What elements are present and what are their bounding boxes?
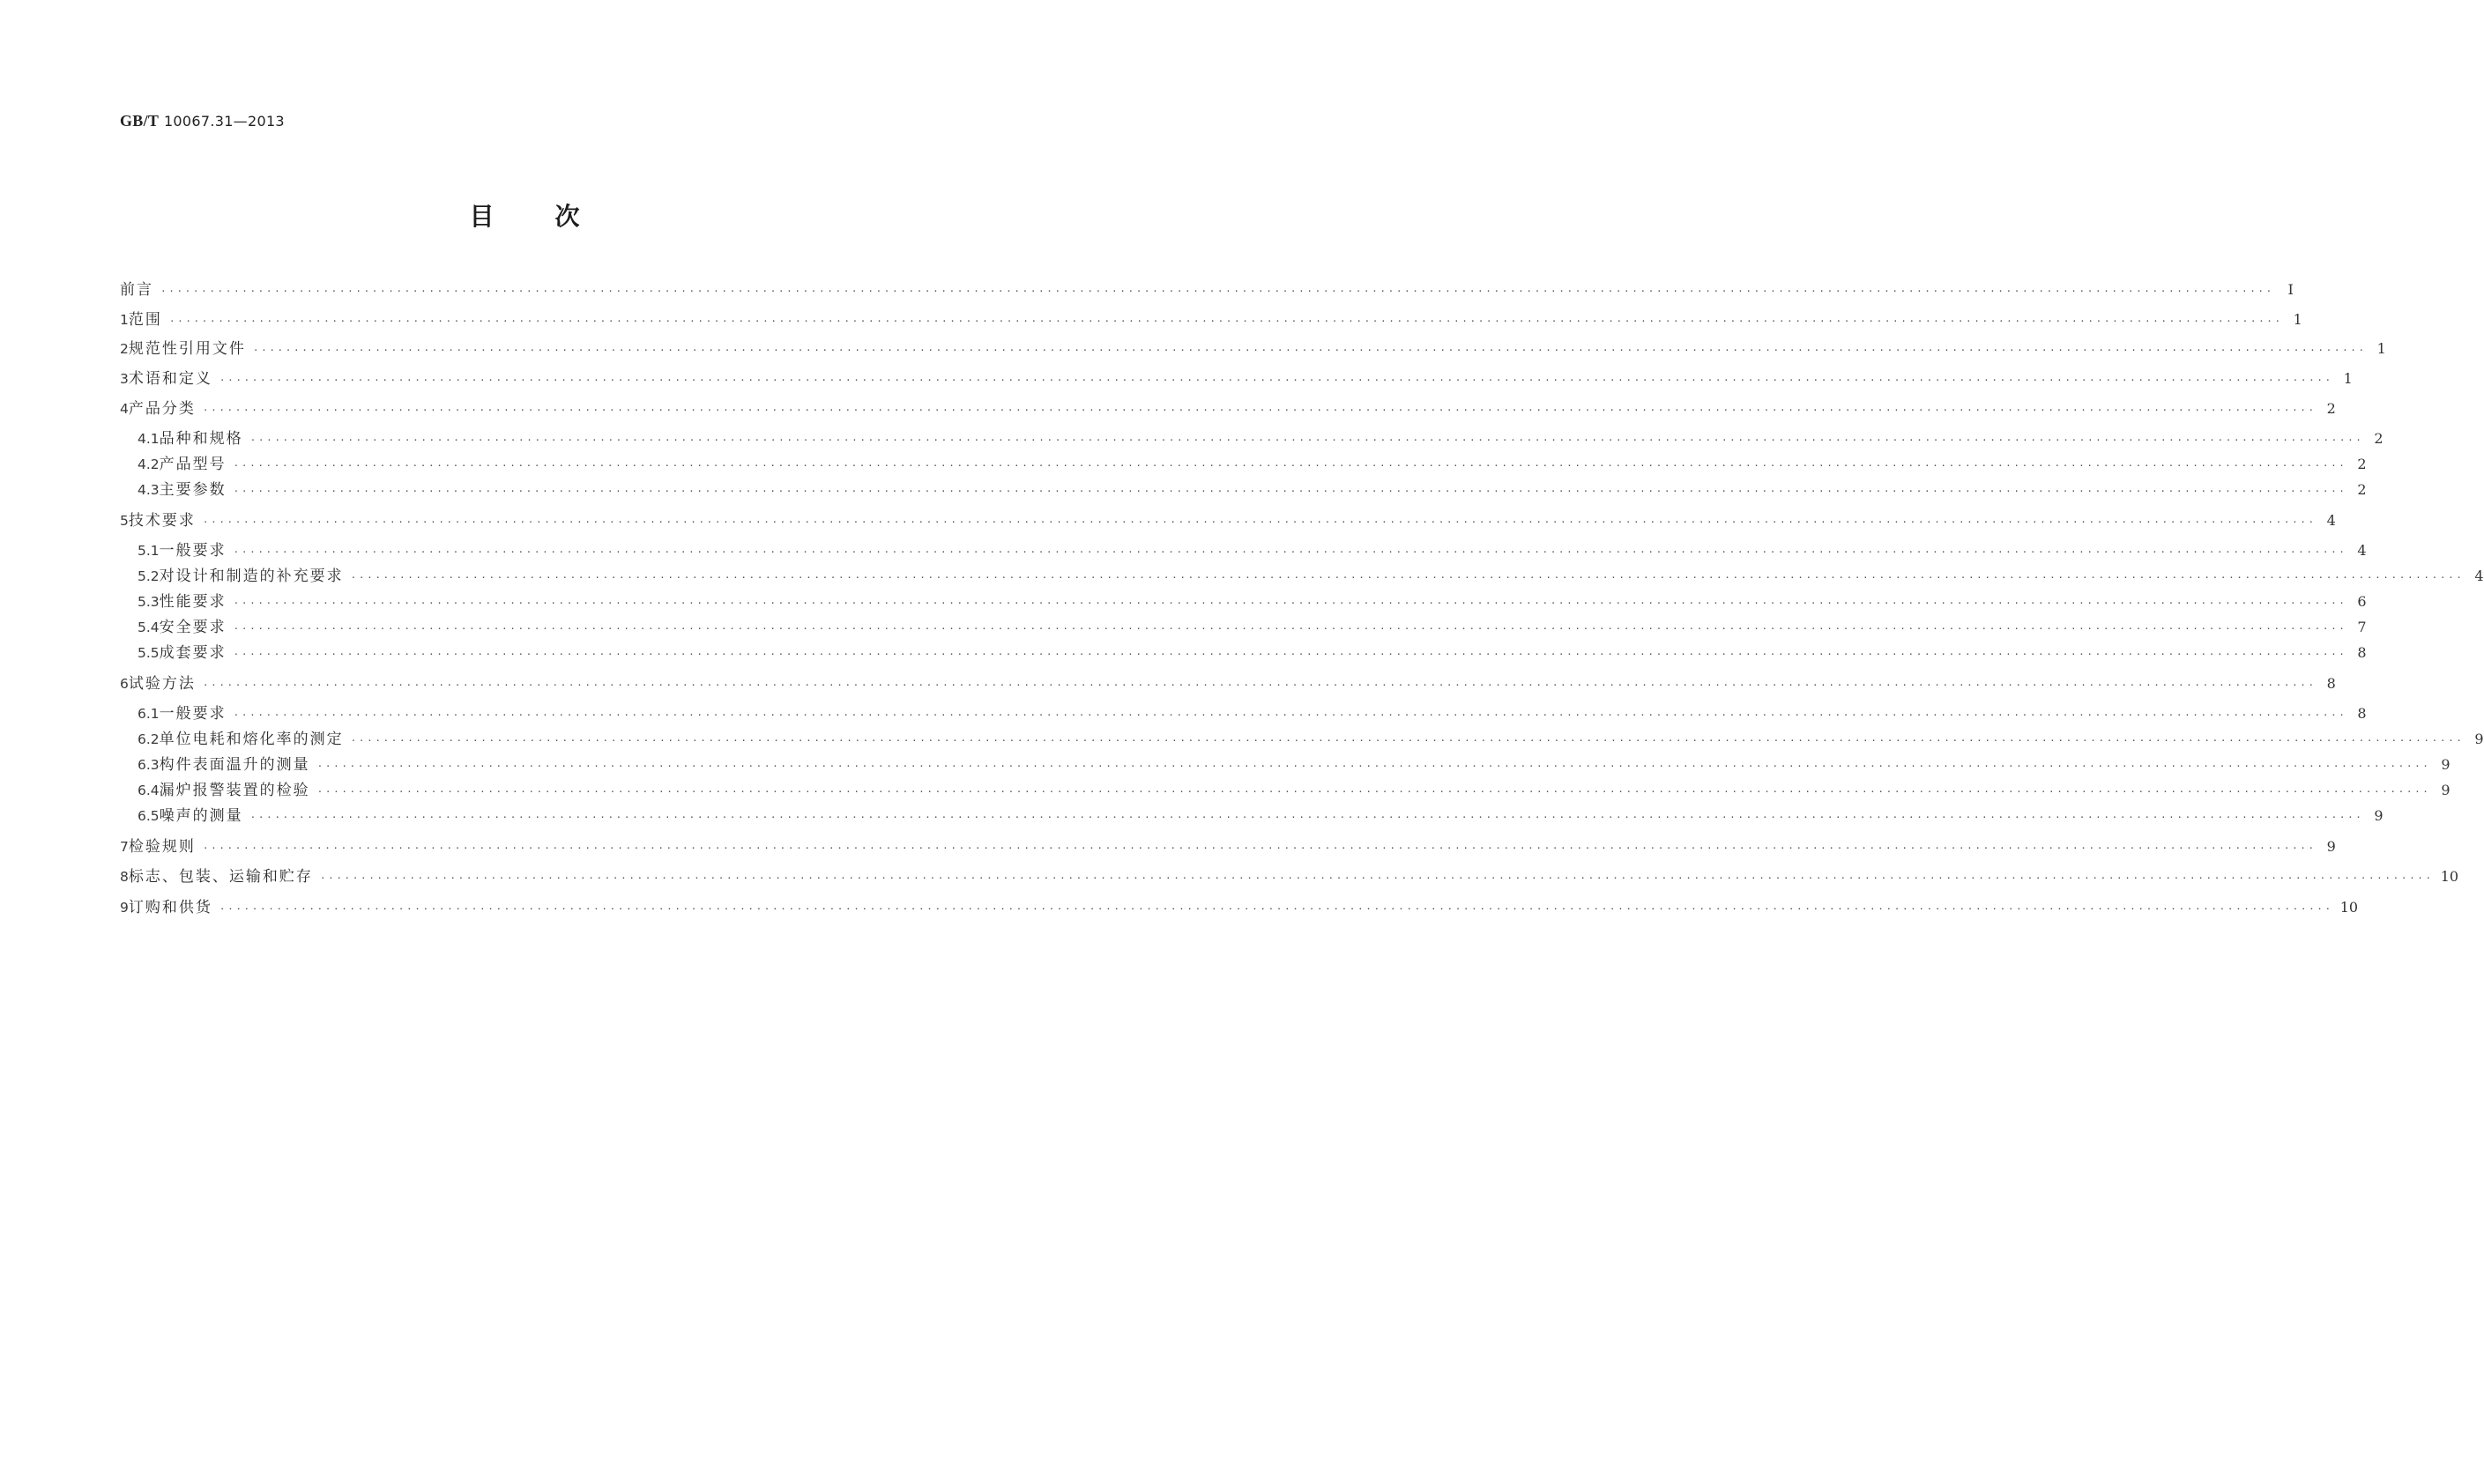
toc-entry[interactable] bbox=[120, 673, 2336, 694]
toc-entry-label: 产品型号 bbox=[159, 456, 227, 473]
toc-entry-page: 2 bbox=[2326, 400, 2336, 417]
toc-dot-leader: ···································································································································································································································································· bbox=[202, 842, 2317, 854]
toc-entry[interactable] bbox=[120, 866, 2459, 887]
toc-entry-page: 8 bbox=[2326, 675, 2336, 692]
toc-entry-page: 7 bbox=[2357, 619, 2367, 635]
toc-dot-leader: ···································································································································································································································································· bbox=[249, 812, 2364, 823]
toc-entry-label: 范围 bbox=[128, 311, 162, 329]
toc-entry-page: 10 bbox=[2440, 868, 2459, 885]
toc-entry-page: 9 bbox=[2441, 756, 2451, 773]
toc-entry-page: 2 bbox=[2374, 430, 2384, 447]
toc-entry-number: 6.5 bbox=[138, 808, 160, 824]
toc-entry-label: 成套要求 bbox=[159, 644, 227, 662]
toc-entry-label: 前言 bbox=[120, 281, 153, 299]
toc-entry-number: 1 bbox=[120, 312, 129, 328]
toc-dot-leader: ···································································································································································································································································· bbox=[319, 872, 2434, 884]
toc-entry-label: 安全要求 bbox=[159, 619, 227, 636]
toc-entry[interactable] bbox=[120, 566, 2484, 587]
toc-dot-leader: ···································································································································································································································································· bbox=[350, 572, 2465, 583]
toc-entry-label: 性能要求 bbox=[159, 593, 227, 611]
toc-dot-leader: ···································································································································································································································································· bbox=[316, 786, 2431, 798]
toc-entry[interactable] bbox=[120, 338, 2386, 360]
toc-entry-page: Ⅰ bbox=[2287, 281, 2294, 298]
toc-entry-number: 2 bbox=[120, 341, 129, 357]
toc-entry-page: 1 bbox=[2376, 340, 2386, 357]
toc-entry-label: 对设计和制造的补充要求 bbox=[159, 568, 344, 585]
toc-entry-number: 9 bbox=[120, 900, 129, 916]
toc-entry[interactable] bbox=[120, 279, 2294, 301]
toc-entry-page: 9 bbox=[2374, 807, 2384, 824]
toc-dot-leader: ···································································································································································································································································· bbox=[233, 597, 2347, 609]
toc-dot-leader: ···································································································································································································································································· bbox=[233, 486, 2347, 497]
toc-entry[interactable] bbox=[120, 479, 2367, 501]
toc-entry-number: 8 bbox=[120, 869, 129, 885]
toc-entry-page: 4 bbox=[2357, 542, 2367, 559]
toc-entry-number: 6.1 bbox=[138, 706, 160, 722]
toc-entry-label: 漏炉报警装置的检验 bbox=[159, 782, 310, 799]
toc-entry-label: 一般要求 bbox=[159, 705, 227, 723]
toc-entry-number: 4 bbox=[120, 401, 129, 417]
toc-entry[interactable] bbox=[120, 309, 2302, 330]
toc-entry[interactable] bbox=[120, 703, 2367, 724]
toc-entry[interactable] bbox=[120, 897, 2359, 918]
toc-entry-page: 10 bbox=[2339, 899, 2359, 916]
toc-entry[interactable] bbox=[120, 642, 2367, 664]
page-title bbox=[0, 197, 1050, 233]
toc-entry-number: 5 bbox=[120, 513, 129, 529]
toc-entry-label: 单位电耗和熔化率的测定 bbox=[159, 731, 344, 748]
toc-dot-leader: ···································································································································································································································································· bbox=[233, 460, 2347, 471]
toc-entry[interactable] bbox=[120, 368, 2353, 390]
toc-entry[interactable] bbox=[120, 729, 2484, 750]
toc-entry-number: 6 bbox=[120, 676, 129, 692]
toc-dot-leader: ···································································································································································································································································· bbox=[168, 315, 2283, 327]
toc-dot-leader: ···································································································································································································································································· bbox=[350, 735, 2465, 746]
toc-dot-leader: ···································································································································································································································································· bbox=[233, 709, 2347, 721]
toc-dot-leader: ···································································································································································································································································· bbox=[316, 761, 2431, 772]
toc-entry[interactable] bbox=[120, 398, 2336, 419]
page-title-char-2: 次 bbox=[554, 202, 581, 231]
toc-entry-label: 品种和规格 bbox=[159, 430, 243, 448]
toc-entry-label: 技术要求 bbox=[128, 512, 196, 530]
toc-dot-leader: ···································································································································································································································································· bbox=[202, 679, 2317, 691]
toc-entry-label: 规范性引用文件 bbox=[128, 340, 246, 358]
toc-entry-number: 4.3 bbox=[138, 482, 160, 498]
toc-entry-number: 4.2 bbox=[138, 456, 160, 472]
toc-entry-label: 标志、包装、运输和贮存 bbox=[128, 868, 313, 886]
toc-dot-leader: ···································································································································································································································································· bbox=[219, 903, 2333, 915]
toc-entry-number: 5.4 bbox=[138, 620, 160, 635]
toc-entry-label: 主要参数 bbox=[159, 481, 227, 499]
standard-code bbox=[120, 112, 285, 130]
toc-entry-label: 产品分类 bbox=[128, 400, 196, 418]
toc-entry-page: 9 bbox=[2441, 782, 2451, 798]
toc-entry-label: 术语和定义 bbox=[128, 370, 212, 388]
toc-entry-number: 6.2 bbox=[138, 731, 160, 747]
toc-dot-leader: ···································································································································································································································································· bbox=[249, 434, 2364, 446]
toc-entry-number: 5.3 bbox=[138, 594, 160, 610]
toc-entry-number: 6.3 bbox=[138, 757, 160, 773]
toc-entry-page: 9 bbox=[2474, 731, 2484, 747]
toc-entry-number: 5.5 bbox=[138, 645, 160, 661]
toc-entry-page: 4 bbox=[2474, 568, 2484, 584]
toc-entry[interactable] bbox=[120, 540, 2367, 561]
toc-entry[interactable] bbox=[120, 754, 2451, 775]
toc-entry[interactable] bbox=[120, 805, 2384, 827]
toc-entry-number: 7 bbox=[120, 839, 129, 855]
toc-entry-page: 2 bbox=[2357, 456, 2367, 472]
toc-entry-number: 5.1 bbox=[138, 543, 160, 559]
toc-entry-page: 2 bbox=[2357, 481, 2367, 498]
toc-entry[interactable] bbox=[120, 836, 2336, 857]
toc-entry[interactable] bbox=[120, 454, 2367, 475]
toc-dot-leader: ···································································································································································································································································· bbox=[202, 516, 2317, 528]
toc-entry-number: 4.1 bbox=[138, 431, 160, 447]
toc-entry-page: 1 bbox=[2293, 311, 2302, 328]
toc-dot-leader: ···································································································································································································································································· bbox=[219, 375, 2333, 386]
toc-entry-page: 8 bbox=[2357, 705, 2367, 722]
toc-entry-label: 订购和供货 bbox=[128, 899, 212, 916]
toc-dot-leader: ···································································································································································································································································· bbox=[233, 649, 2347, 660]
toc-dot-leader: ···································································································································································································································································· bbox=[233, 546, 2347, 558]
toc-dot-leader: ···································································································································································································································································· bbox=[233, 623, 2347, 634]
toc-entry-page: 9 bbox=[2326, 838, 2336, 855]
toc-entry[interactable] bbox=[120, 617, 2367, 638]
toc-entry-number: 3 bbox=[120, 371, 129, 387]
toc-entry-number: 5.2 bbox=[138, 568, 160, 584]
toc-entry-label: 试验方法 bbox=[128, 675, 196, 693]
standard-prefix: GB/T bbox=[120, 112, 160, 130]
toc-entry[interactable] bbox=[120, 428, 2384, 449]
toc-entry-page: 8 bbox=[2357, 644, 2367, 661]
toc-entry[interactable] bbox=[120, 780, 2451, 801]
toc-entry-page: 6 bbox=[2357, 593, 2367, 610]
toc-entry-page: 1 bbox=[2343, 370, 2353, 387]
toc-dot-leader: ···································································································································································································································································· bbox=[252, 345, 2367, 356]
toc-entry[interactable] bbox=[120, 510, 2336, 531]
toc-entry-label: 检验规则 bbox=[128, 838, 196, 856]
toc-entry[interactable] bbox=[120, 591, 2367, 612]
toc-entry-number: 6.4 bbox=[138, 783, 160, 798]
toc-dot-leader: ···································································································································································································································································· bbox=[160, 286, 2274, 297]
toc-entry-label: 噪声的测量 bbox=[159, 807, 243, 825]
page-title-char-1: 目 bbox=[469, 202, 495, 231]
standard-number: 10067.31—2013 bbox=[163, 113, 285, 130]
toc-dot-leader: ···································································································································································································································································· bbox=[202, 404, 2317, 416]
toc-entry-page: 4 bbox=[2326, 512, 2336, 529]
toc-entry-label: 构件表面温升的测量 bbox=[159, 756, 310, 774]
toc-entry-label: 一般要求 bbox=[159, 542, 227, 560]
